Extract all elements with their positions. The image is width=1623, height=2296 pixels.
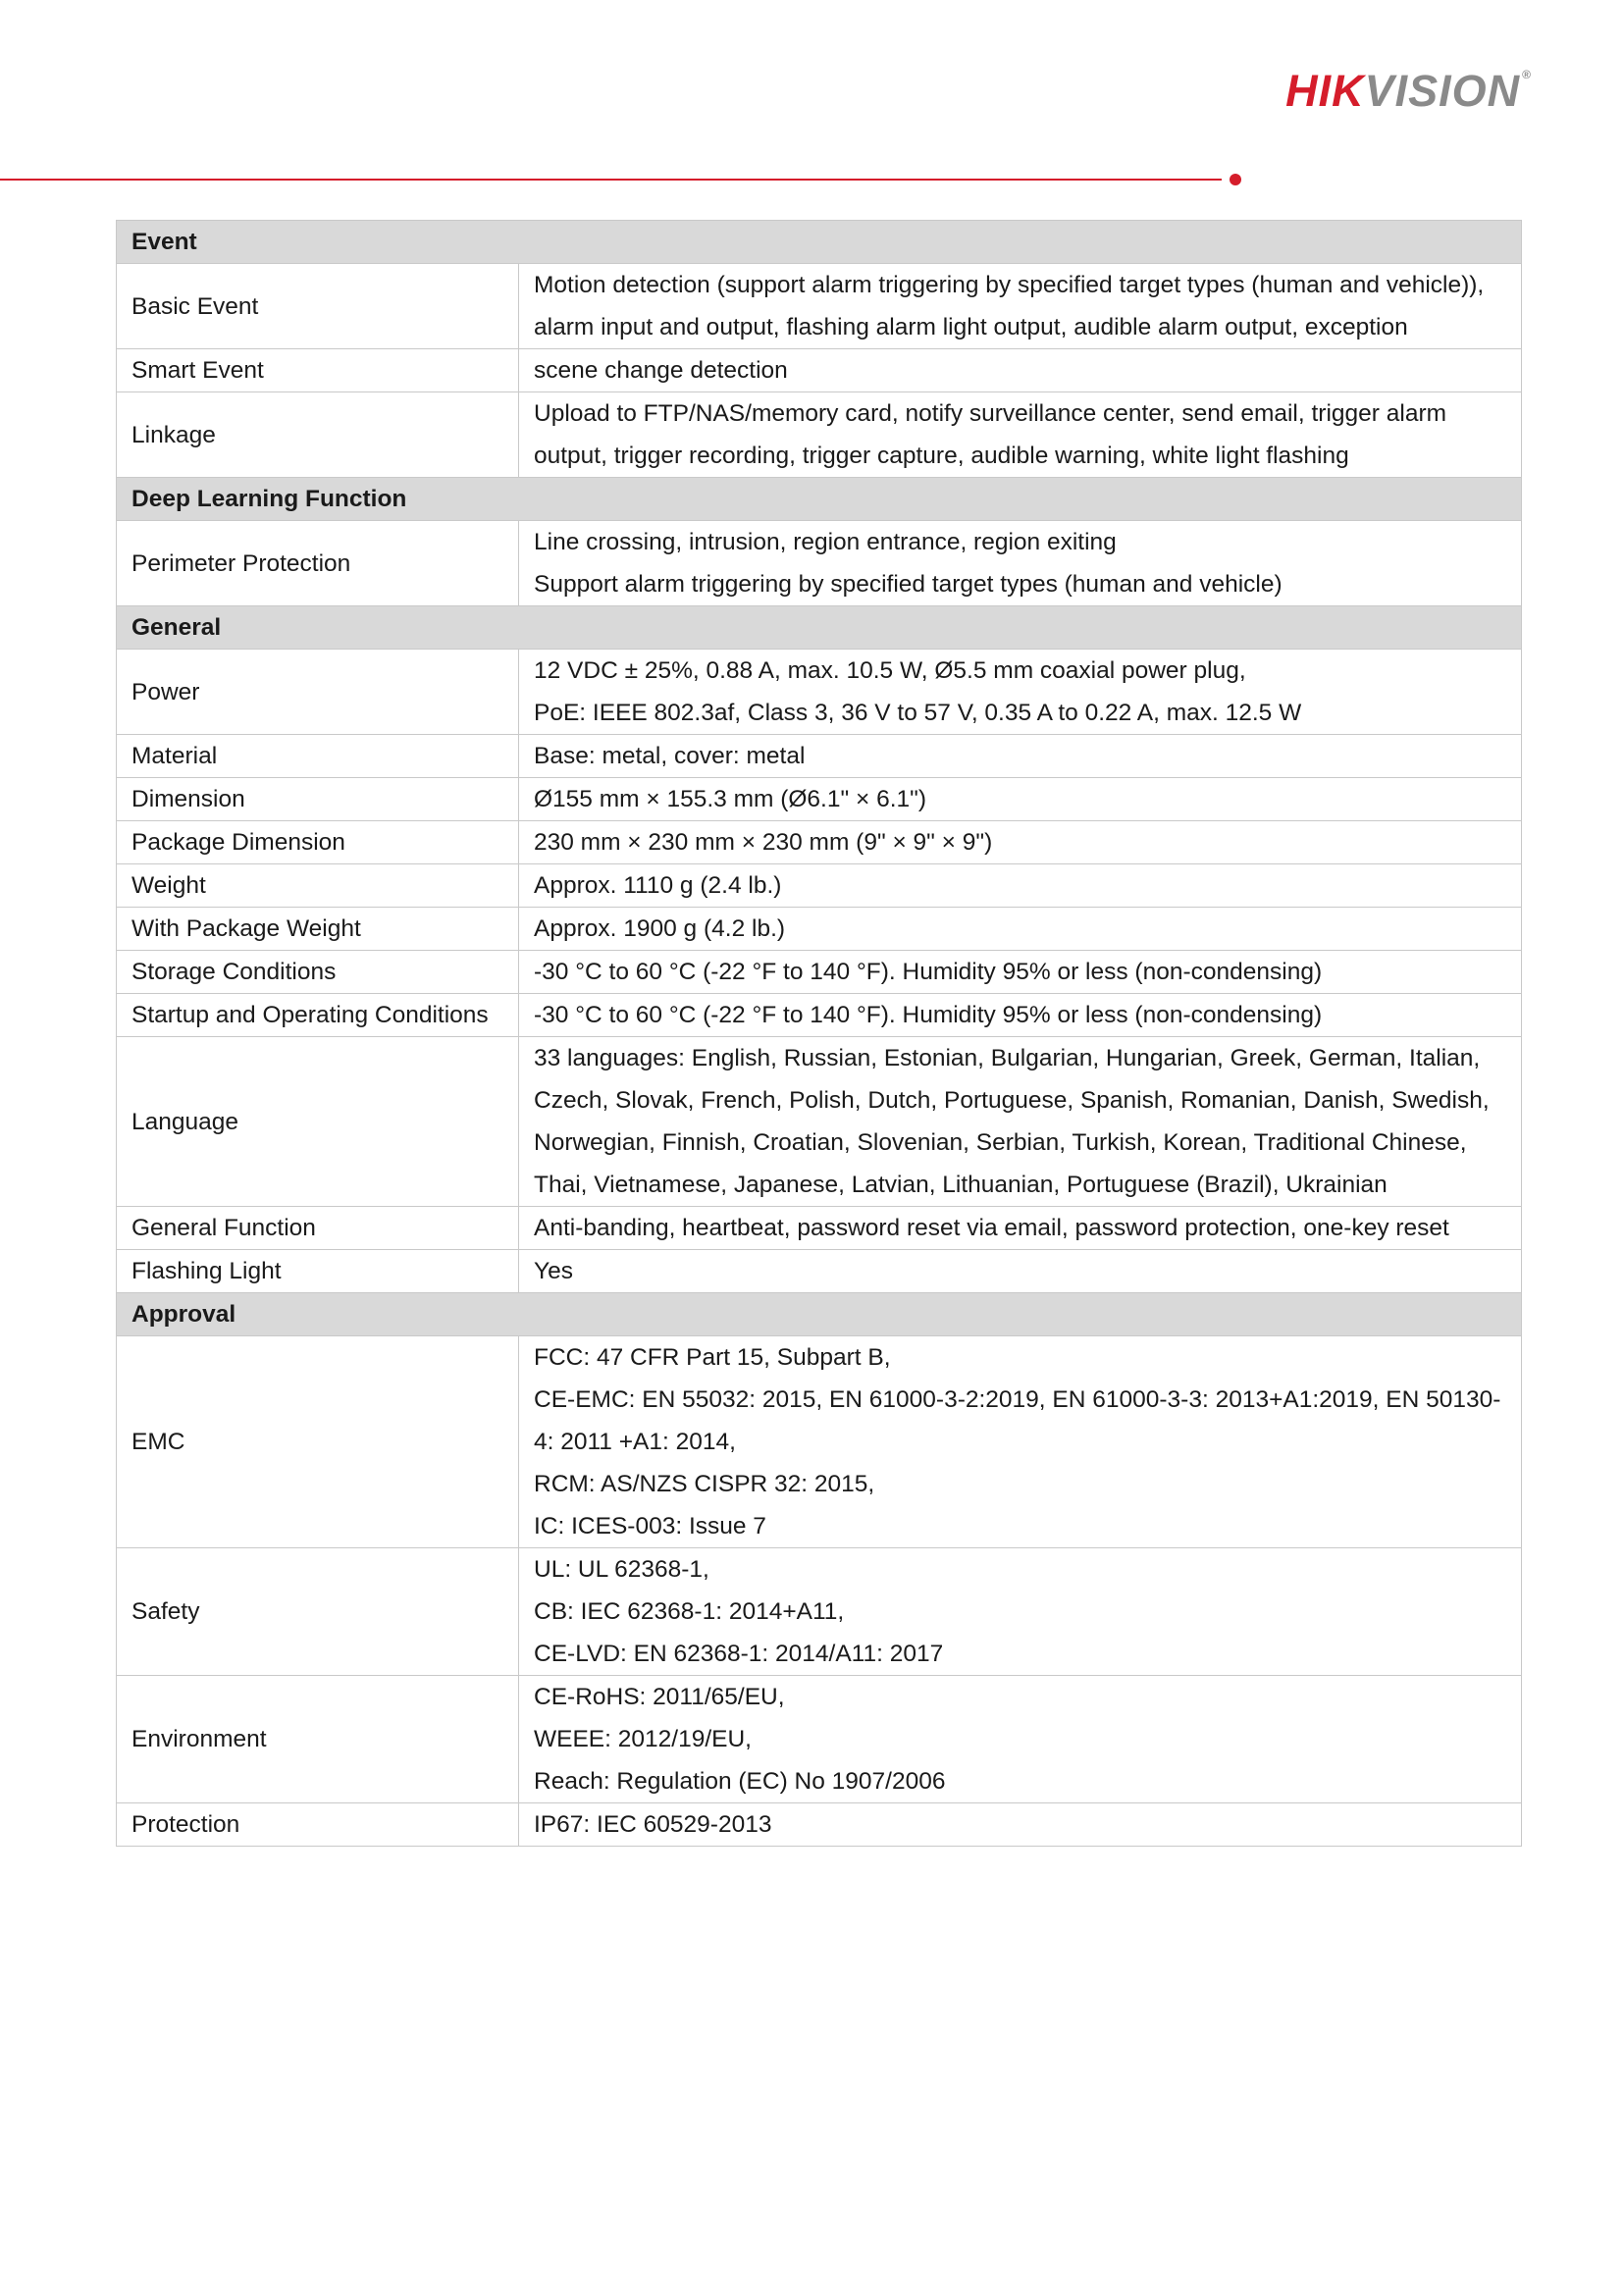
logo-part-2: VISION [1364, 66, 1521, 116]
spec-label: Perimeter Protection [117, 521, 519, 606]
spec-value: CE-RoHS: 2011/65/EU, WEEE: 2012/19/EU, Reach: Regulation (EC) No 1907/2006 [519, 1676, 1522, 1803]
spec-label: Linkage [117, 392, 519, 478]
spec-label: Safety [117, 1548, 519, 1676]
spec-label: Basic Event [117, 264, 519, 349]
spec-label: Flashing Light [117, 1250, 519, 1293]
spec-row [117, 778, 1522, 821]
spec-label: With Package Weight [117, 908, 519, 951]
spec-value: Motion detection (support alarm triggering by specified target types (human and vehicle)), alarm input and output, flashing alarm light output, audible alarm output, exception [519, 264, 1522, 349]
spec-row [117, 349, 1522, 392]
spec-label: Protection [117, 1803, 519, 1847]
spec-row [117, 1336, 1522, 1548]
spec-label: Package Dimension [117, 821, 519, 864]
logo-part-1: HIK [1285, 66, 1365, 116]
spec-row [117, 521, 1522, 606]
spec-value: Anti-banding, heartbeat, password reset via email, password protection, one-key reset [519, 1207, 1522, 1250]
spec-value: Approx. 1110 g (2.4 lb.) [519, 864, 1522, 908]
spec-label: Language [117, 1037, 519, 1207]
spec-row [117, 1548, 1522, 1676]
section-header-row [117, 606, 1522, 650]
section-title: Deep Learning Function [117, 478, 1522, 521]
spec-row [117, 1037, 1522, 1207]
spec-label: Material [117, 735, 519, 778]
spec-value: -30 °C to 60 °C (-22 °F to 140 °F). Humidity 95% or less (non-condensing) [519, 951, 1522, 994]
section-title: Event [117, 221, 1522, 264]
section-title: Approval [117, 1293, 1522, 1336]
spec-value: IP67: IEC 60529-2013 [519, 1803, 1522, 1847]
spec-row [117, 864, 1522, 908]
spec-row [117, 821, 1522, 864]
spec-row [117, 1803, 1522, 1847]
spec-value: Upload to FTP/NAS/memory card, notify surveillance center, send email, trigger alarm output, trigger recording, trigger capture, audible warning, white light flashing [519, 392, 1522, 478]
hikvision-logo [1285, 66, 1532, 116]
spec-row [117, 1676, 1522, 1803]
section-title: General [117, 606, 1522, 650]
specification-table [116, 220, 1522, 1847]
section-header-row [117, 1293, 1522, 1336]
spec-label: Smart Event [117, 349, 519, 392]
spec-row [117, 951, 1522, 994]
spec-value: Yes [519, 1250, 1522, 1293]
spec-value: Base: metal, cover: metal [519, 735, 1522, 778]
spec-label: Storage Conditions [117, 951, 519, 994]
spec-label: General Function [117, 1207, 519, 1250]
spec-value: 12 VDC ± 25%, 0.88 A, max. 10.5 W, Ø5.5 mm coaxial power plug, PoE: IEEE 802.3af, Class 3, 36 V to 57 V, 0.35 A to 0.22 A, max. 12.5 W [519, 650, 1522, 735]
spec-value: Line crossing, intrusion, region entrance, region exiting Support alarm triggering by specified target types (human and vehicle) [519, 521, 1522, 606]
spec-row [117, 735, 1522, 778]
section-header-row [117, 478, 1522, 521]
spec-value: UL: UL 62368-1, CB: IEC 62368-1: 2014+A11, CE-LVD: EN 62368-1: 2014/A11: 2017 [519, 1548, 1522, 1676]
spec-value: 230 mm × 230 mm × 230 mm (9" × 9" × 9") [519, 821, 1522, 864]
spec-label: Power [117, 650, 519, 735]
spec-value: FCC: 47 CFR Part 15, Subpart B, CE-EMC: EN 55032: 2015, EN 61000-3-2:2019, EN 61000-3-3: 2013+A1:2019, EN 50130-4: 2011 +A1: 2014, RCM: AS/NZS CISPR 32: 2015, IC: ICES-003: Issue 7 [519, 1336, 1522, 1548]
section-header-row [117, 221, 1522, 264]
spec-label: EMC [117, 1336, 519, 1548]
spec-value: scene change detection [519, 349, 1522, 392]
spec-label: Weight [117, 864, 519, 908]
specification-table-body [117, 221, 1522, 1847]
spec-label: Environment [117, 1676, 519, 1803]
spec-row [117, 908, 1522, 951]
spec-row [117, 994, 1522, 1037]
spec-row [117, 392, 1522, 478]
spec-row [117, 650, 1522, 735]
spec-value: -30 °C to 60 °C (-22 °F to 140 °F). Humidity 95% or less (non-condensing) [519, 994, 1522, 1037]
header-divider-line [0, 179, 1222, 181]
spec-label: Startup and Operating Conditions [117, 994, 519, 1037]
spec-row [117, 1207, 1522, 1250]
spec-row [117, 264, 1522, 349]
spec-row [117, 1250, 1522, 1293]
header-divider-dot [1230, 174, 1241, 185]
spec-value: 33 languages: English, Russian, Estonian, Bulgarian, Hungarian, Greek, German, Italian, Czech, Slovak, French, Polish, Dutch, Portuguese, Spanish, Romanian, Danish, Swedish, Norwegian, Finnish, Croatian, Slovenian, Serbian, Turkish, Korean, Traditional Chinese, Thai, Vietnamese, Japanese, Latvian, Lithuanian, Portuguese (Brazil), Ukrainian [519, 1037, 1522, 1207]
spec-value: Ø155 mm × 155.3 mm (Ø6.1" × 6.1") [519, 778, 1522, 821]
logo-registered-mark: ® [1522, 68, 1532, 81]
spec-label: Dimension [117, 778, 519, 821]
spec-value: Approx. 1900 g (4.2 lb.) [519, 908, 1522, 951]
